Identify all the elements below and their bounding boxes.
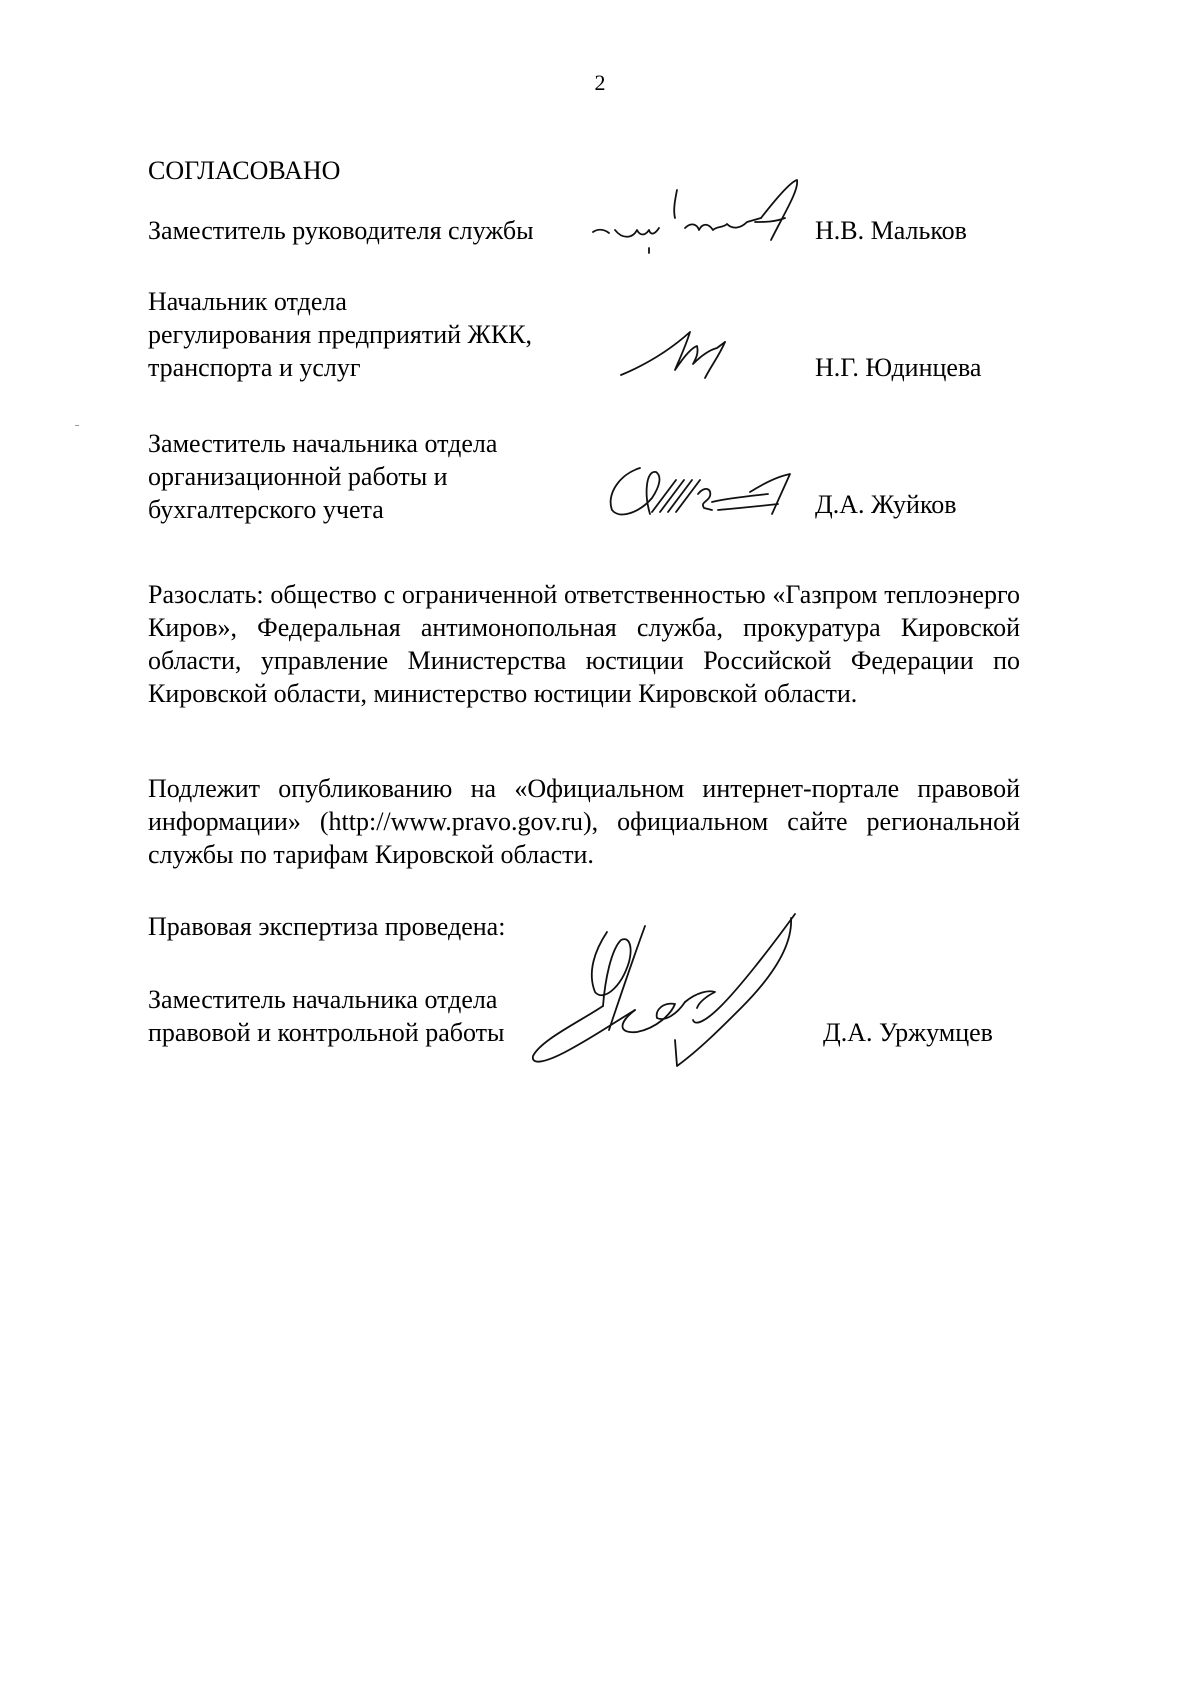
distribution-line: области. — [763, 679, 858, 708]
signature-4-image — [525, 910, 810, 1075]
scan-speck — [75, 425, 79, 426]
signatory-3-title-line-3: бухгалтерского учета — [148, 495, 384, 524]
distribution-paragraph — [148, 578, 1020, 710]
distribution-line: Разослать: общество с ограниченной ответственностью «Газпром — [148, 580, 878, 609]
signatory-3-title-line-1: Заместитель начальника отдела — [148, 429, 498, 458]
signatory-1-title: Заместитель руководителя службы — [148, 216, 534, 245]
distribution-line: Кировской области, управление Министерства юстиции Российской — [148, 613, 1020, 675]
publication-line: Подлежит опубликованию на «Официальном интернет-портале правовой — [148, 774, 1020, 803]
signatory-3-name: Д.А. Жуйков — [815, 490, 957, 519]
signatory-2-title-line-1: Начальник отдела — [148, 287, 347, 316]
signature-1-image — [585, 170, 825, 265]
signatory-2-title-line-3: транспорта и услуг — [148, 353, 361, 382]
publication-paragraph — [148, 772, 1020, 871]
signatory-1-name: Н.В. Мальков — [815, 216, 967, 245]
signature-2-image — [615, 320, 745, 385]
signatory-3-title-line-2: организационной работы и — [148, 462, 448, 491]
legal-review-name: Д.А. Уржумцев — [823, 1018, 993, 1047]
signatory-2-title-line-2: регулирования предприятий ЖКК, — [148, 320, 533, 349]
legal-review-heading: Правовая экспертиза проведена: — [148, 912, 506, 941]
legal-review-title-line-1: Заместитель начальника отдела — [148, 985, 498, 1014]
page-number: 2 — [594, 70, 606, 95]
signatory-2-name: Н.Г. Юдинцева — [815, 353, 982, 382]
publication-line: службы по тарифам Кировской области. — [148, 840, 594, 869]
distribution-line: теплоэнерго Киров», Федеральная антимонопольная служба, прокуратура — [148, 580, 1020, 642]
signature-3-image — [600, 458, 800, 528]
distribution-line: Федерации по Кировской области, министерство юстиции Кировской — [148, 646, 1020, 708]
legal-review-title-line-2: правовой и контрольной работы — [148, 1018, 505, 1047]
approved-heading: СОГЛАСОВАНО — [148, 156, 341, 185]
publication-line: информации» (http://www.pravo.gov.ru), официальном сайте региональной — [148, 807, 1020, 836]
